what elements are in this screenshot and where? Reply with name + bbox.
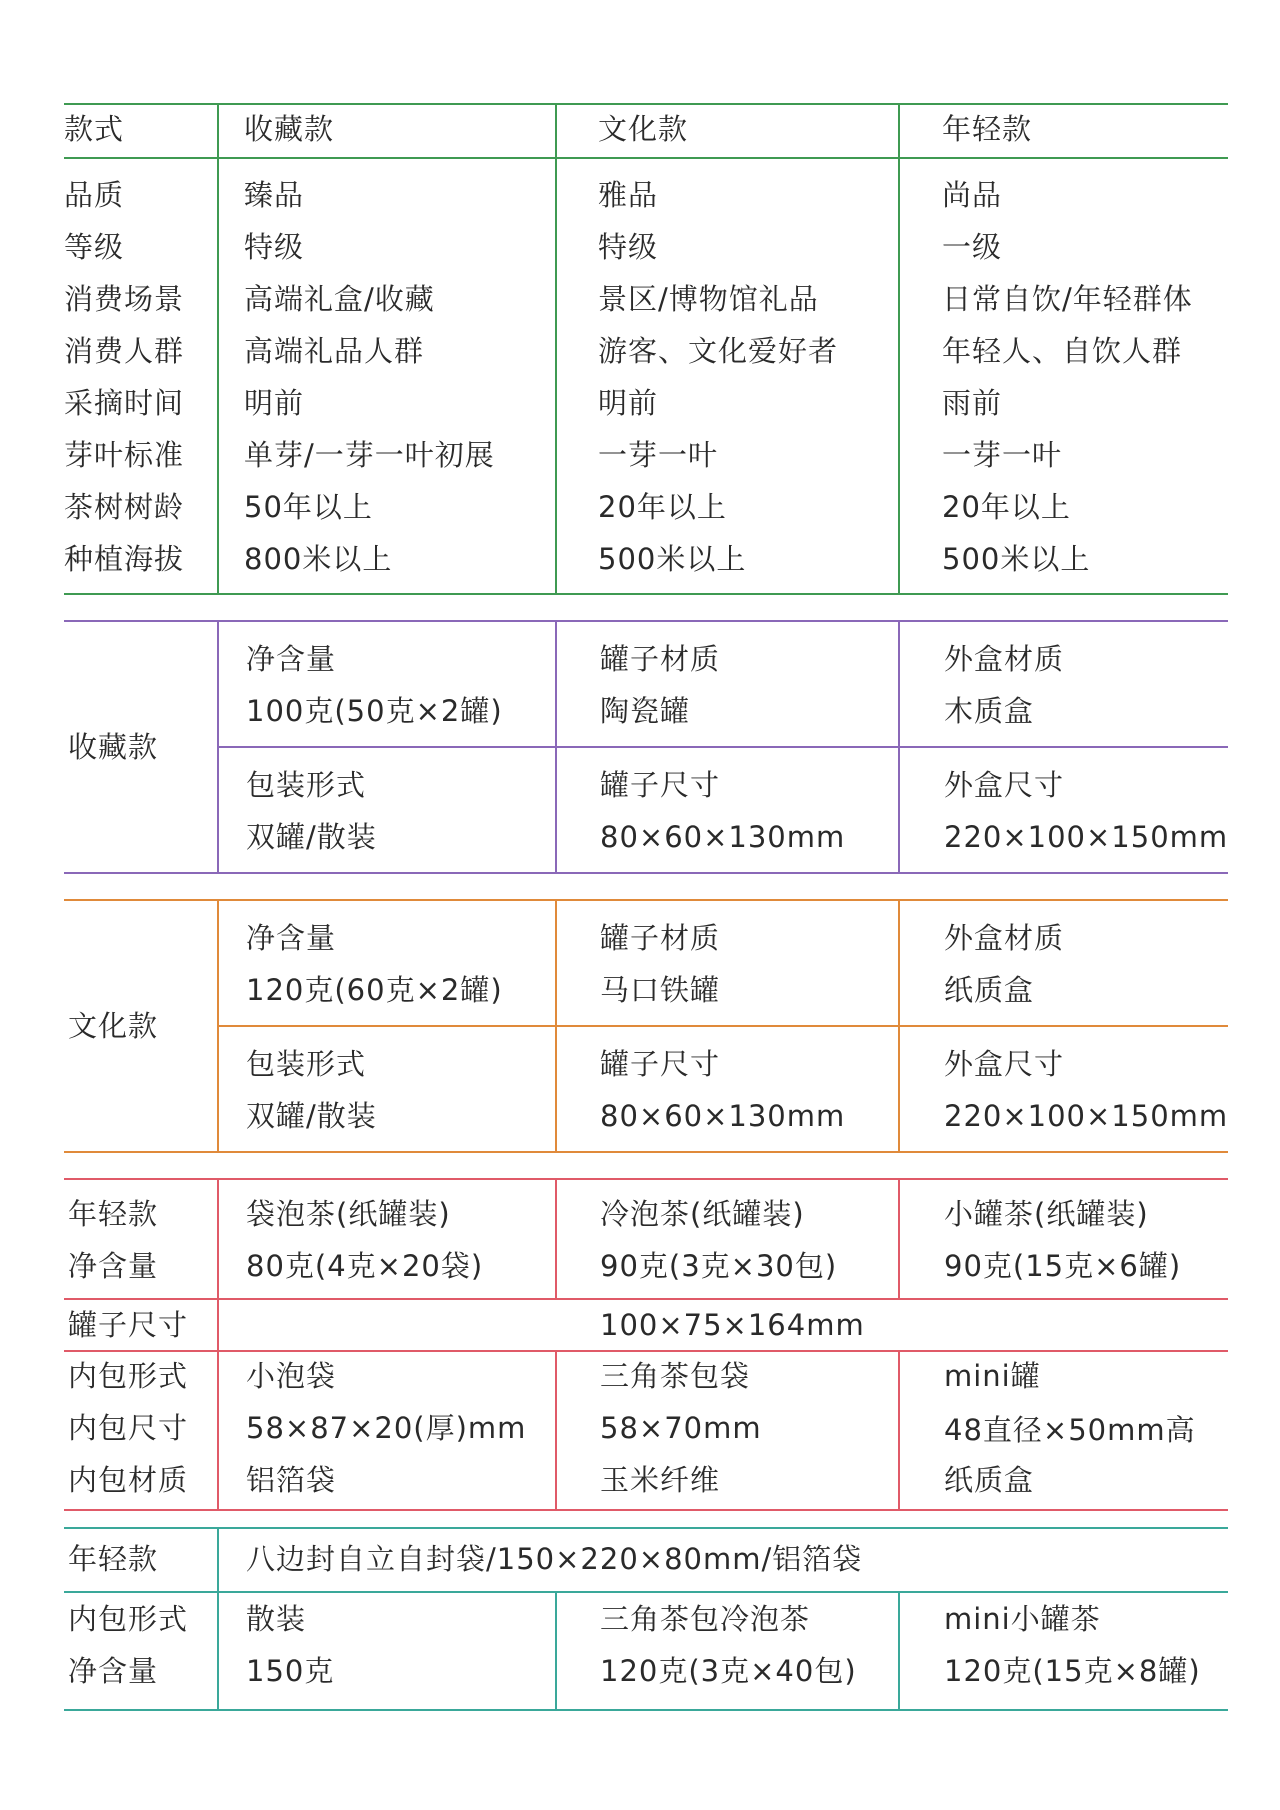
table-cell: 20年以上 [942, 490, 1071, 524]
table-cell: 48直径×50mm高 [944, 1413, 1196, 1447]
column-divider [555, 1591, 557, 1711]
table-cell: 58×87×20(厚)mm [246, 1411, 527, 1445]
table-cell: 游客、文化爱好者 [598, 334, 839, 368]
cell-label: 罐子尺寸 [600, 1047, 721, 1081]
table-cell: 明前 [598, 386, 659, 420]
row-label: 净含量 [68, 1249, 159, 1283]
cell-value: 木质盒 [944, 694, 1035, 728]
bag-spec: 八边封自立自封袋/150×220×80mm/铝箔袋 [246, 1542, 863, 1576]
row-label: 罐子尺寸 [68, 1308, 189, 1342]
table-cell: 雨前 [942, 386, 1003, 420]
table-divider [217, 746, 1228, 748]
section-label: 文化款 [68, 1009, 159, 1043]
table-border [64, 1151, 1228, 1153]
table-divider [64, 157, 1228, 159]
spec-table [64, 103, 1228, 595]
table-cell: 120克(15克×8罐) [944, 1654, 1201, 1688]
collection-table [64, 620, 1228, 874]
table-cell: 58×70mm [600, 1411, 762, 1445]
row-label: 年轻款 [68, 1197, 159, 1231]
table-cell: 明前 [244, 386, 305, 420]
table-cell: 500米以上 [598, 542, 747, 576]
cell-label: 包装形式 [246, 1047, 367, 1081]
column-divider [898, 1591, 900, 1711]
column-divider [555, 620, 557, 874]
table-cell: 单芽/一芽一叶初展 [244, 438, 495, 472]
cell-value: 100克(50克×2罐) [246, 694, 503, 728]
youth-table-a [64, 1178, 1228, 1511]
column-divider [555, 899, 557, 1153]
table-cell: 三角茶包袋 [600, 1359, 751, 1393]
table-cell: 500米以上 [942, 542, 1091, 576]
table-cell: 尚品 [942, 178, 1003, 212]
cell-value: 马口铁罐 [600, 973, 721, 1007]
column-divider [217, 899, 219, 1153]
row-label: 芽叶标准 [64, 438, 185, 472]
table-cell: 800米以上 [244, 542, 393, 576]
row-label: 净含量 [68, 1654, 159, 1688]
table-cell: 120克(3克×40包) [600, 1654, 857, 1688]
youth-table-b [64, 1527, 1228, 1711]
column-divider [217, 1178, 219, 1511]
column-divider [898, 1178, 900, 1300]
table-cell: 臻品 [244, 178, 305, 212]
table-cell: 150克 [246, 1654, 335, 1688]
product-name: 小罐茶(纸罐装) [944, 1197, 1149, 1231]
cell-label: 罐子尺寸 [600, 768, 721, 802]
row-label: 种植海拔 [64, 542, 185, 576]
column-divider [217, 1527, 219, 1711]
cell-value: 双罐/散装 [246, 1099, 377, 1133]
row-label: 内包材质 [68, 1463, 189, 1497]
row-label: 品质 [64, 178, 125, 212]
row-label: 采摘时间 [64, 386, 185, 420]
table-cell: 小泡袋 [246, 1359, 337, 1393]
column-divider [898, 103, 900, 595]
table-cell: 一芽一叶 [598, 438, 719, 472]
table-cell: 年轻人、自饮人群 [942, 334, 1183, 368]
row-label: 消费人群 [64, 334, 185, 368]
row-label: 内包形式 [68, 1602, 189, 1636]
cell-value: 80×60×130mm [600, 820, 846, 854]
header-cell: 年轻款 [942, 112, 1033, 146]
table-cell: 高端礼盒/收藏 [244, 282, 435, 316]
cell-label: 外盒尺寸 [944, 1047, 1065, 1081]
table-cell: 50年以上 [244, 490, 373, 524]
cell-label: 罐子材质 [600, 642, 721, 676]
row-label: 等级 [64, 230, 125, 264]
product-weight: 90克(3克×30包) [600, 1249, 838, 1283]
cell-label: 外盒材质 [944, 921, 1065, 955]
cell-value: 陶瓷罐 [600, 694, 691, 728]
header-cell: 款式 [64, 112, 125, 146]
table-border [64, 593, 1228, 595]
column-divider [555, 1350, 557, 1511]
header-cell: 收藏款 [244, 112, 335, 146]
section-label: 收藏款 [68, 730, 159, 764]
product-name: 袋泡茶(纸罐装) [246, 1197, 451, 1231]
table-cell: 铝箔袋 [246, 1463, 337, 1497]
cell-label: 净含量 [246, 921, 337, 955]
table-border [64, 872, 1228, 874]
product-weight: 90克(15克×6罐) [944, 1249, 1182, 1283]
cell-label: 净含量 [246, 642, 337, 676]
product-weight: 80克(4克×20袋) [246, 1249, 484, 1283]
column-divider [555, 103, 557, 595]
table-cell: 20年以上 [598, 490, 727, 524]
table-cell: 雅品 [598, 178, 659, 212]
cell-value: 220×100×150mm [944, 820, 1229, 854]
table-cell: 高端礼品人群 [244, 334, 425, 368]
table-border [64, 103, 1228, 105]
table-cell: 玉米纤维 [600, 1463, 721, 1497]
row-label: 内包尺寸 [68, 1411, 189, 1445]
table-border [64, 620, 1228, 622]
row-label: 内包形式 [68, 1359, 189, 1393]
cell-value: 120克(60克×2罐) [246, 973, 503, 1007]
culture-table [64, 899, 1228, 1153]
table-cell: 散装 [246, 1602, 307, 1636]
cell-value: 纸质盒 [944, 973, 1035, 1007]
table-border [64, 1509, 1228, 1511]
column-divider [898, 620, 900, 874]
can-size-value: 100×75×164mm [600, 1308, 865, 1342]
table-cell: 特级 [598, 230, 659, 264]
cell-value: 80×60×130mm [600, 1099, 846, 1133]
cell-label: 外盒尺寸 [944, 768, 1065, 802]
row-label: 茶树树龄 [64, 490, 185, 524]
table-border [64, 1527, 1228, 1529]
table-divider [64, 1298, 1228, 1300]
cell-value: 220×100×150mm [944, 1099, 1229, 1133]
table-divider [217, 1025, 1228, 1027]
row-label: 消费场景 [64, 282, 185, 316]
table-cell: mini小罐茶 [944, 1602, 1101, 1636]
table-border [64, 1178, 1228, 1180]
column-divider [898, 899, 900, 1153]
table-cell: 纸质盒 [944, 1463, 1035, 1497]
product-name: 冷泡茶(纸罐装) [600, 1197, 805, 1231]
table-cell: 一芽一叶 [942, 438, 1063, 472]
cell-label: 罐子材质 [600, 921, 721, 955]
table-cell: 景区/博物馆礼品 [598, 282, 819, 316]
table-cell: 日常自饮/年轻群体 [942, 282, 1193, 316]
column-divider [217, 620, 219, 874]
column-divider [217, 103, 219, 595]
table-cell: 一级 [942, 230, 1003, 264]
table-cell: mini罐 [944, 1359, 1041, 1393]
table-cell: 三角茶包冷泡茶 [600, 1602, 811, 1636]
table-divider [64, 1591, 1228, 1593]
header-cell: 文化款 [598, 112, 689, 146]
column-divider [555, 1178, 557, 1300]
table-border [64, 899, 1228, 901]
cell-value: 双罐/散装 [246, 820, 377, 854]
column-divider [898, 1350, 900, 1511]
table-border [64, 1709, 1228, 1711]
cell-label: 包装形式 [246, 768, 367, 802]
table-cell: 特级 [244, 230, 305, 264]
table-divider [64, 1350, 1228, 1352]
row-label: 年轻款 [68, 1542, 159, 1576]
cell-label: 外盒材质 [944, 642, 1065, 676]
